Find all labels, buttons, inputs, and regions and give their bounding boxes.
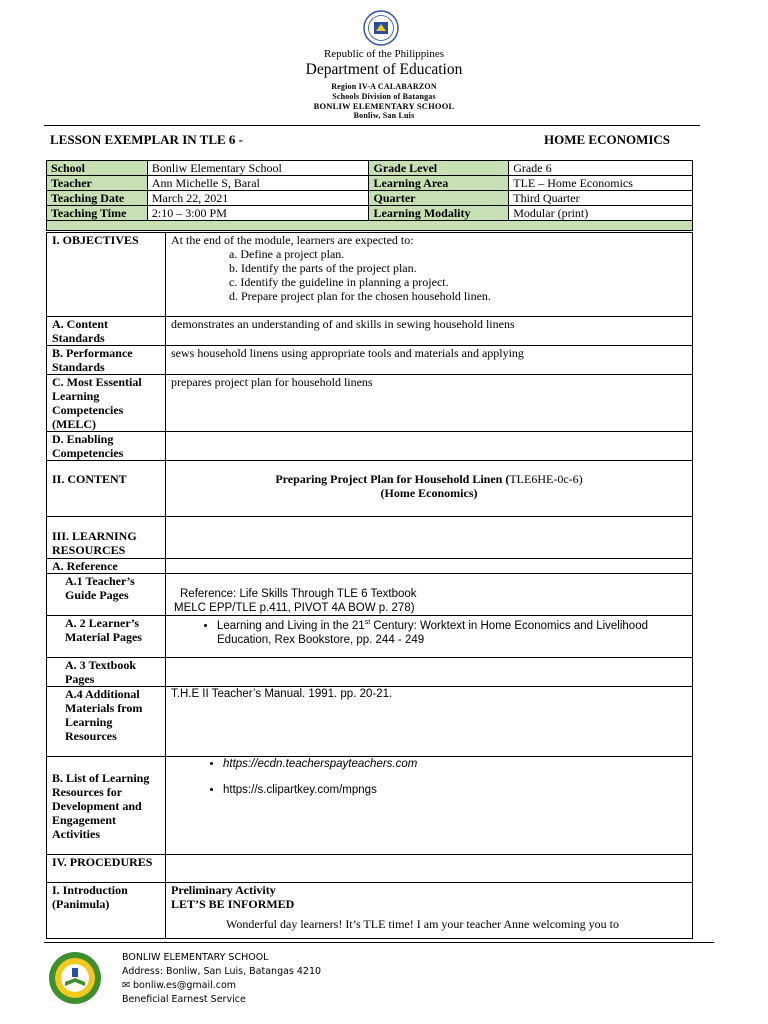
content-standards-text: demonstrates an understanding of and skills in sewing household linens: [166, 317, 693, 346]
learners-material-list: [171, 616, 687, 647]
objective-item: c. Identify the guideline in planning a project.: [229, 275, 449, 289]
content-label: II. CONTENT: [47, 461, 166, 517]
teachers-guide-cell: [166, 574, 693, 616]
division-text: Schools Division of Batangas: [332, 92, 436, 101]
resource-link[interactable]: • https://ecdn.teacherspayteachers.com: [223, 757, 687, 771]
info-label: School: [47, 161, 148, 176]
content-title: Preparing Project Plan for Household Linen (: [275, 472, 510, 486]
info-spacer-row: [47, 221, 693, 231]
melc-text: prepares project plan for household linens: [166, 375, 693, 432]
subject-title: HOME ECONOMICS: [544, 132, 671, 147]
resource-list-cell: [166, 757, 693, 855]
resource-link[interactable]: • https://s.clipartkey.com/mpngs: [223, 783, 687, 797]
content-line1: [171, 472, 687, 486]
list-item: • Learning and Living in the 21st Century: Worktext in Home Economics and Livelihood Education, Rex Bookstore, pp. 244 - 249: [217, 616, 687, 647]
teachers-guide-line2: MELC EPP/TLE p.411, PIVOT 4A BOW p. 278): [174, 602, 415, 614]
content-line2: (Home Economics): [380, 486, 478, 500]
footer-email-row: [122, 980, 236, 991]
learners-material-label: A. 2 Learner’s Material Pages: [47, 616, 166, 658]
info-value: March 22, 2021: [147, 191, 369, 206]
resource-links: [171, 757, 687, 797]
learners-material-row: [47, 616, 693, 658]
content-row: [47, 461, 693, 517]
info-value: Grade 6: [509, 161, 693, 176]
objectives-list: [171, 247, 687, 303]
lesson-table: [46, 232, 693, 939]
email-icon: ✉: [122, 980, 130, 991]
department-title: Department of Education: [305, 61, 463, 78]
resources-row: [47, 517, 693, 559]
additional-row: [47, 687, 693, 757]
teachers-guide-line1: Reference: Life Skills Through TLE 6 Textbook: [180, 588, 417, 600]
objectives-cell: [166, 233, 693, 317]
performance-standards-text: sews household linens using appropriate tools and materials and applying: [166, 346, 693, 375]
informed-heading: LET’S BE INFORMED: [171, 897, 295, 911]
textbook-text: [166, 658, 693, 687]
info-value: Ann Michelle S, Baral: [147, 176, 369, 191]
melc-row: [47, 375, 693, 432]
footer-school: BONLIW ELEMENTARY SCHOOL: [122, 952, 269, 963]
info-row: [47, 191, 693, 206]
objectives-label: I. OBJECTIVES: [47, 233, 166, 317]
footer-address: Address: Bonliw, San Luis, Batangas 4210: [122, 966, 322, 977]
school-address: Bonliw, San Luis: [353, 111, 415, 120]
info-value: Third Quarter: [509, 191, 693, 206]
content-standards-row: [47, 317, 693, 346]
school-name: BONLIW ELEMENTARY SCHOOL: [313, 101, 455, 111]
procedures-row: [47, 855, 693, 883]
header-divider: [44, 125, 700, 126]
melc-label: C. Most Essential Learning Competencies (MELC): [47, 375, 166, 432]
teachers-guide-row: [47, 574, 693, 616]
introduction-row: [47, 883, 693, 939]
enabling-label: D. Enabling Competencies: [47, 432, 166, 461]
objective-item: a. Define a project plan.: [229, 247, 345, 261]
region-text: Region IV-A CALABARZON: [331, 82, 437, 91]
info-table: [46, 160, 693, 231]
textbook-label: A. 3 Textbook Pages: [47, 658, 166, 687]
procedures-label: IV. PROCEDURES: [47, 855, 166, 883]
reference-label: A. Reference: [47, 559, 166, 574]
objective-item: b. Identify the parts of the project plan.: [229, 261, 417, 275]
info-label: Quarter: [369, 191, 509, 206]
content-code: TLE6HE-0c-6): [509, 472, 583, 486]
resource-list-row: [47, 757, 693, 855]
learners-material-cell: [166, 616, 693, 658]
info-label: Learning Modality: [369, 206, 509, 221]
info-row: [47, 176, 693, 191]
resources-label: III. LEARNING RESOURCES: [47, 517, 166, 559]
info-label: Learning Area: [369, 176, 509, 191]
footer-email[interactable]: bonliw.es@gmail.com: [133, 980, 237, 991]
info-label: Teaching Time: [47, 206, 148, 221]
additional-text: T.H.E II Teacher’s Manual. 1991. pp. 20-21.: [166, 687, 693, 757]
info-label: Teaching Date: [47, 191, 148, 206]
welcome-text: Wonderful day learners! It’s TLE time! I am your teacher Anne welcoming you to: [226, 917, 620, 931]
performance-standards-row: [47, 346, 693, 375]
textbook-row: [47, 658, 693, 687]
info-row: [47, 161, 693, 176]
teachers-guide-label: A.1 Teacher’s Guide Pages: [47, 574, 166, 616]
info-value: Bonliw Elementary School: [147, 161, 369, 176]
info-value: 2:10 – 3:00 PM: [147, 206, 369, 221]
introduction-label: I. Introduction (Panimula): [47, 883, 166, 939]
content-standards-label: A. Content Standards: [47, 317, 166, 346]
introduction-cell: [166, 883, 693, 939]
enabling-row: [47, 432, 693, 461]
performance-standards-label: B. Performance Standards: [47, 346, 166, 375]
reference-row: [47, 559, 693, 574]
footer-divider: [44, 942, 714, 943]
additional-label: A.4 Additional Materials from Learning Resources: [47, 687, 166, 757]
preliminary-heading: Preliminary Activity: [171, 883, 276, 897]
resource-list-label: B. List of Learning Resources for Development and Engagement Activities: [47, 757, 166, 855]
info-value: TLE – Home Economics: [509, 176, 693, 191]
info-row: [47, 206, 693, 221]
enabling-text: [166, 432, 693, 461]
info-label: Grade Level: [369, 161, 509, 176]
deped-seal-icon: [363, 10, 399, 46]
lesson-title: LESSON EXEMPLAR IN TLE 6 -: [50, 132, 243, 147]
info-value: Modular (print): [509, 206, 693, 221]
republic-text: Republic of the Philippines: [323, 48, 445, 60]
footer-motto: Beneficial Earnest Service: [122, 994, 246, 1005]
info-label: Teacher: [47, 176, 148, 191]
objectives-row: [47, 233, 693, 317]
school-logo-icon: [48, 951, 102, 1005]
objective-item: d. Prepare project plan for the chosen household linen.: [229, 289, 491, 303]
content-cell: [166, 461, 693, 517]
objectives-intro: At the end of the module, learners are expected to:: [171, 233, 414, 247]
